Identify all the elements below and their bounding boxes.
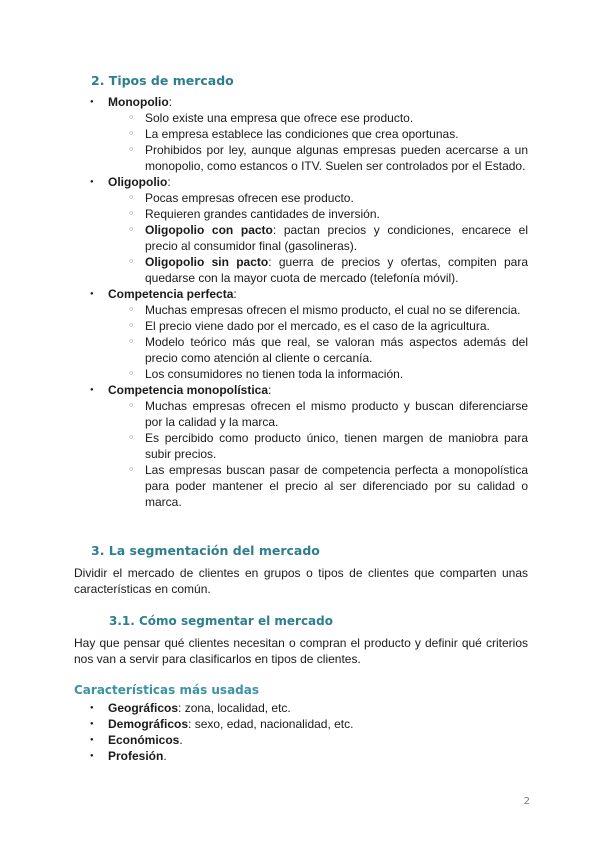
section-heading-tipos-de-mercado: 2. Tipos de mercado (91, 73, 234, 88)
sub-bullet-icon: ○ (129, 194, 134, 201)
sub-bullet-icon: ○ (129, 322, 134, 329)
market-type-sublist (108, 110, 528, 174)
list-item: ○ Pocas empresas ofrecen ese producto. (129, 191, 354, 205)
sub-bullet-icon: ○ (129, 466, 134, 473)
list-item: ○ Las empresas buscan pasar de competencia perfecta a monopolística para poder mantener el precio al ser diferenciado por su calidad o marca. (129, 463, 528, 509)
list-item: ○ Oligopolio sin pacto: guerra de precios y ofertas, compiten para quedarse con la mayor cuota de mercado (telefonía móvil). (129, 255, 528, 285)
sub-bullet-icon: ○ (129, 338, 134, 345)
list-item: ○ Es percibido como producto único, tienen margen de maniobra para subir precios. (129, 431, 528, 461)
market-type-sublist (108, 190, 528, 286)
market-type-sublist (108, 302, 528, 382)
market-type-term: Monopolio (108, 95, 169, 109)
section-heading-segmentacion: 3. La segmentación del mercado (91, 543, 320, 558)
list-item: ○ Modelo teórico más que real, se valoran más aspectos además del precio como atención al cliente o cercanía. (129, 335, 528, 365)
list-item: ● Económicos. (90, 733, 183, 747)
list-item: ○ Muchas empresas ofrecen el mismo producto y buscan diferenciarse por la calidad y la marca. (129, 399, 528, 429)
list-item: ○ Oligopolio con pacto: pactan precios y condiciones, encarece el precio al consumidor final (gasolineras). (129, 223, 529, 253)
market-type-term: Competencia perfecta (108, 287, 234, 301)
bullet-icon: ● (90, 721, 94, 727)
subsection-heading-como-segmentar: 3.1. Cómo segmentar el mercado (109, 614, 333, 628)
features-heading: Características más usadas (74, 683, 259, 697)
bullet-icon: ● (90, 737, 94, 743)
list-item: ● Geográficos: zona, localidad, etc. (90, 701, 291, 715)
market-type-item: ● Competencia monopolística: ○ Muchas empresas ofrecen el mismo producto y buscan diferenciarse por la calidad y la marca. ○ Es percibido como producto único, tienen margen de maniobra para subir precios. ○ Las empresas buscan pasar de competencia perfecta a monopolística para poder mantener el precio al ser diferenciado por su calidad o marca. (90, 383, 528, 509)
list-item: ● Profesión. (90, 749, 167, 763)
sub-bullet-icon: ○ (129, 370, 134, 377)
market-type-item: ● Monopolio: ○ Solo existe una empresa que ofrece ese producto. ○ La empresa establece las condiciones que crea oportunas. ○ Prohibidos por ley, aunque algunas empresas pueden acercarse a un monopolio, como estancos o ITV. Suelen ser controlados por el Estado. (90, 95, 528, 173)
list-item: ○ Muchas empresas ofrecen el mismo producto, el cual no se diferencia. (129, 303, 521, 317)
list-item: ○ El precio viene dado por el mercado, es el caso de la agricultura. (129, 319, 490, 333)
list-item: ○ Solo existe una empresa que ofrece ese producto. (129, 111, 414, 125)
market-type-sublist (108, 398, 528, 510)
bullet-icon: ● (90, 99, 94, 105)
market-type-term: Competencia monopolística (108, 383, 269, 397)
sub-bullet-icon: ○ (129, 226, 134, 233)
bullet-icon: ● (90, 387, 94, 393)
list-item: ○ Los consumidores no tienen toda la información. (129, 367, 404, 381)
subitem-lead: Oligopolio con pacto (145, 223, 273, 237)
sub-bullet-icon: ○ (129, 114, 134, 121)
sub-bullet-icon: ○ (129, 210, 134, 217)
features-list (90, 700, 528, 764)
list-item: ○ La empresa establece las condiciones que crea oportunas. (129, 127, 459, 141)
market-types-list (90, 94, 528, 510)
market-type-item: ● Competencia perfecta: ○ Muchas empresas ofrecen el mismo producto, el cual no se diferencia. ○ El precio viene dado por el mercado, es el caso de la agricultura. ○ Modelo teórico más que real, se valoran más aspectos además del precio como atención al cliente o cercanía. ○ Los consumidores no tienen toda la información. (90, 287, 528, 381)
list-item: ○ Prohibidos por ley, aunque algunas empresas pueden acercarse a un monopolio, como estancos o ITV. Suelen ser controlados por el Estado. (129, 143, 528, 173)
sub-bullet-icon: ○ (129, 402, 134, 409)
segmentation-paragraph: Dividir el mercado de clientes en grupos o tipos de clientes que comparten unas características en común. (74, 566, 528, 596)
list-item: ○ Requieren grandes cantidades de inversión. (129, 207, 380, 221)
market-type-term: Oligopolio (108, 175, 168, 189)
bullet-icon: ● (90, 291, 94, 297)
how-to-segment-paragraph: Hay que pensar qué clientes necesitan o compran el producto y definir qué criterios nos van a servir para clasificarlos en tipos de clientes. (74, 636, 528, 666)
bullet-icon: ● (90, 753, 94, 759)
sub-bullet-icon: ○ (129, 130, 134, 137)
sub-bullet-icon: ○ (129, 258, 134, 265)
page-number: 2 (523, 796, 530, 807)
subitem-lead: Oligopolio sin pacto (145, 255, 269, 269)
bullet-icon: ● (90, 705, 94, 711)
bullet-icon: ● (90, 179, 94, 185)
sub-bullet-icon: ○ (129, 306, 134, 313)
market-type-item: ● Oligopolio: ○ Pocas empresas ofrecen ese producto. ○ Requieren grandes cantidades de inversión. ○ Oligopolio con pacto: pactan precios y condiciones, encarece el precio al consumidor final (gasolineras). ○ Oligopolio sin pacto: guerra de precios y ofertas, compiten para quedarse con la mayor cuota de mercado (telefonía móvil). (90, 175, 529, 285)
sub-bullet-icon: ○ (129, 146, 134, 153)
sub-bullet-icon: ○ (129, 434, 134, 441)
list-item: ● Demográficos: sexo, edad, nacionalidad, etc. (90, 717, 354, 731)
